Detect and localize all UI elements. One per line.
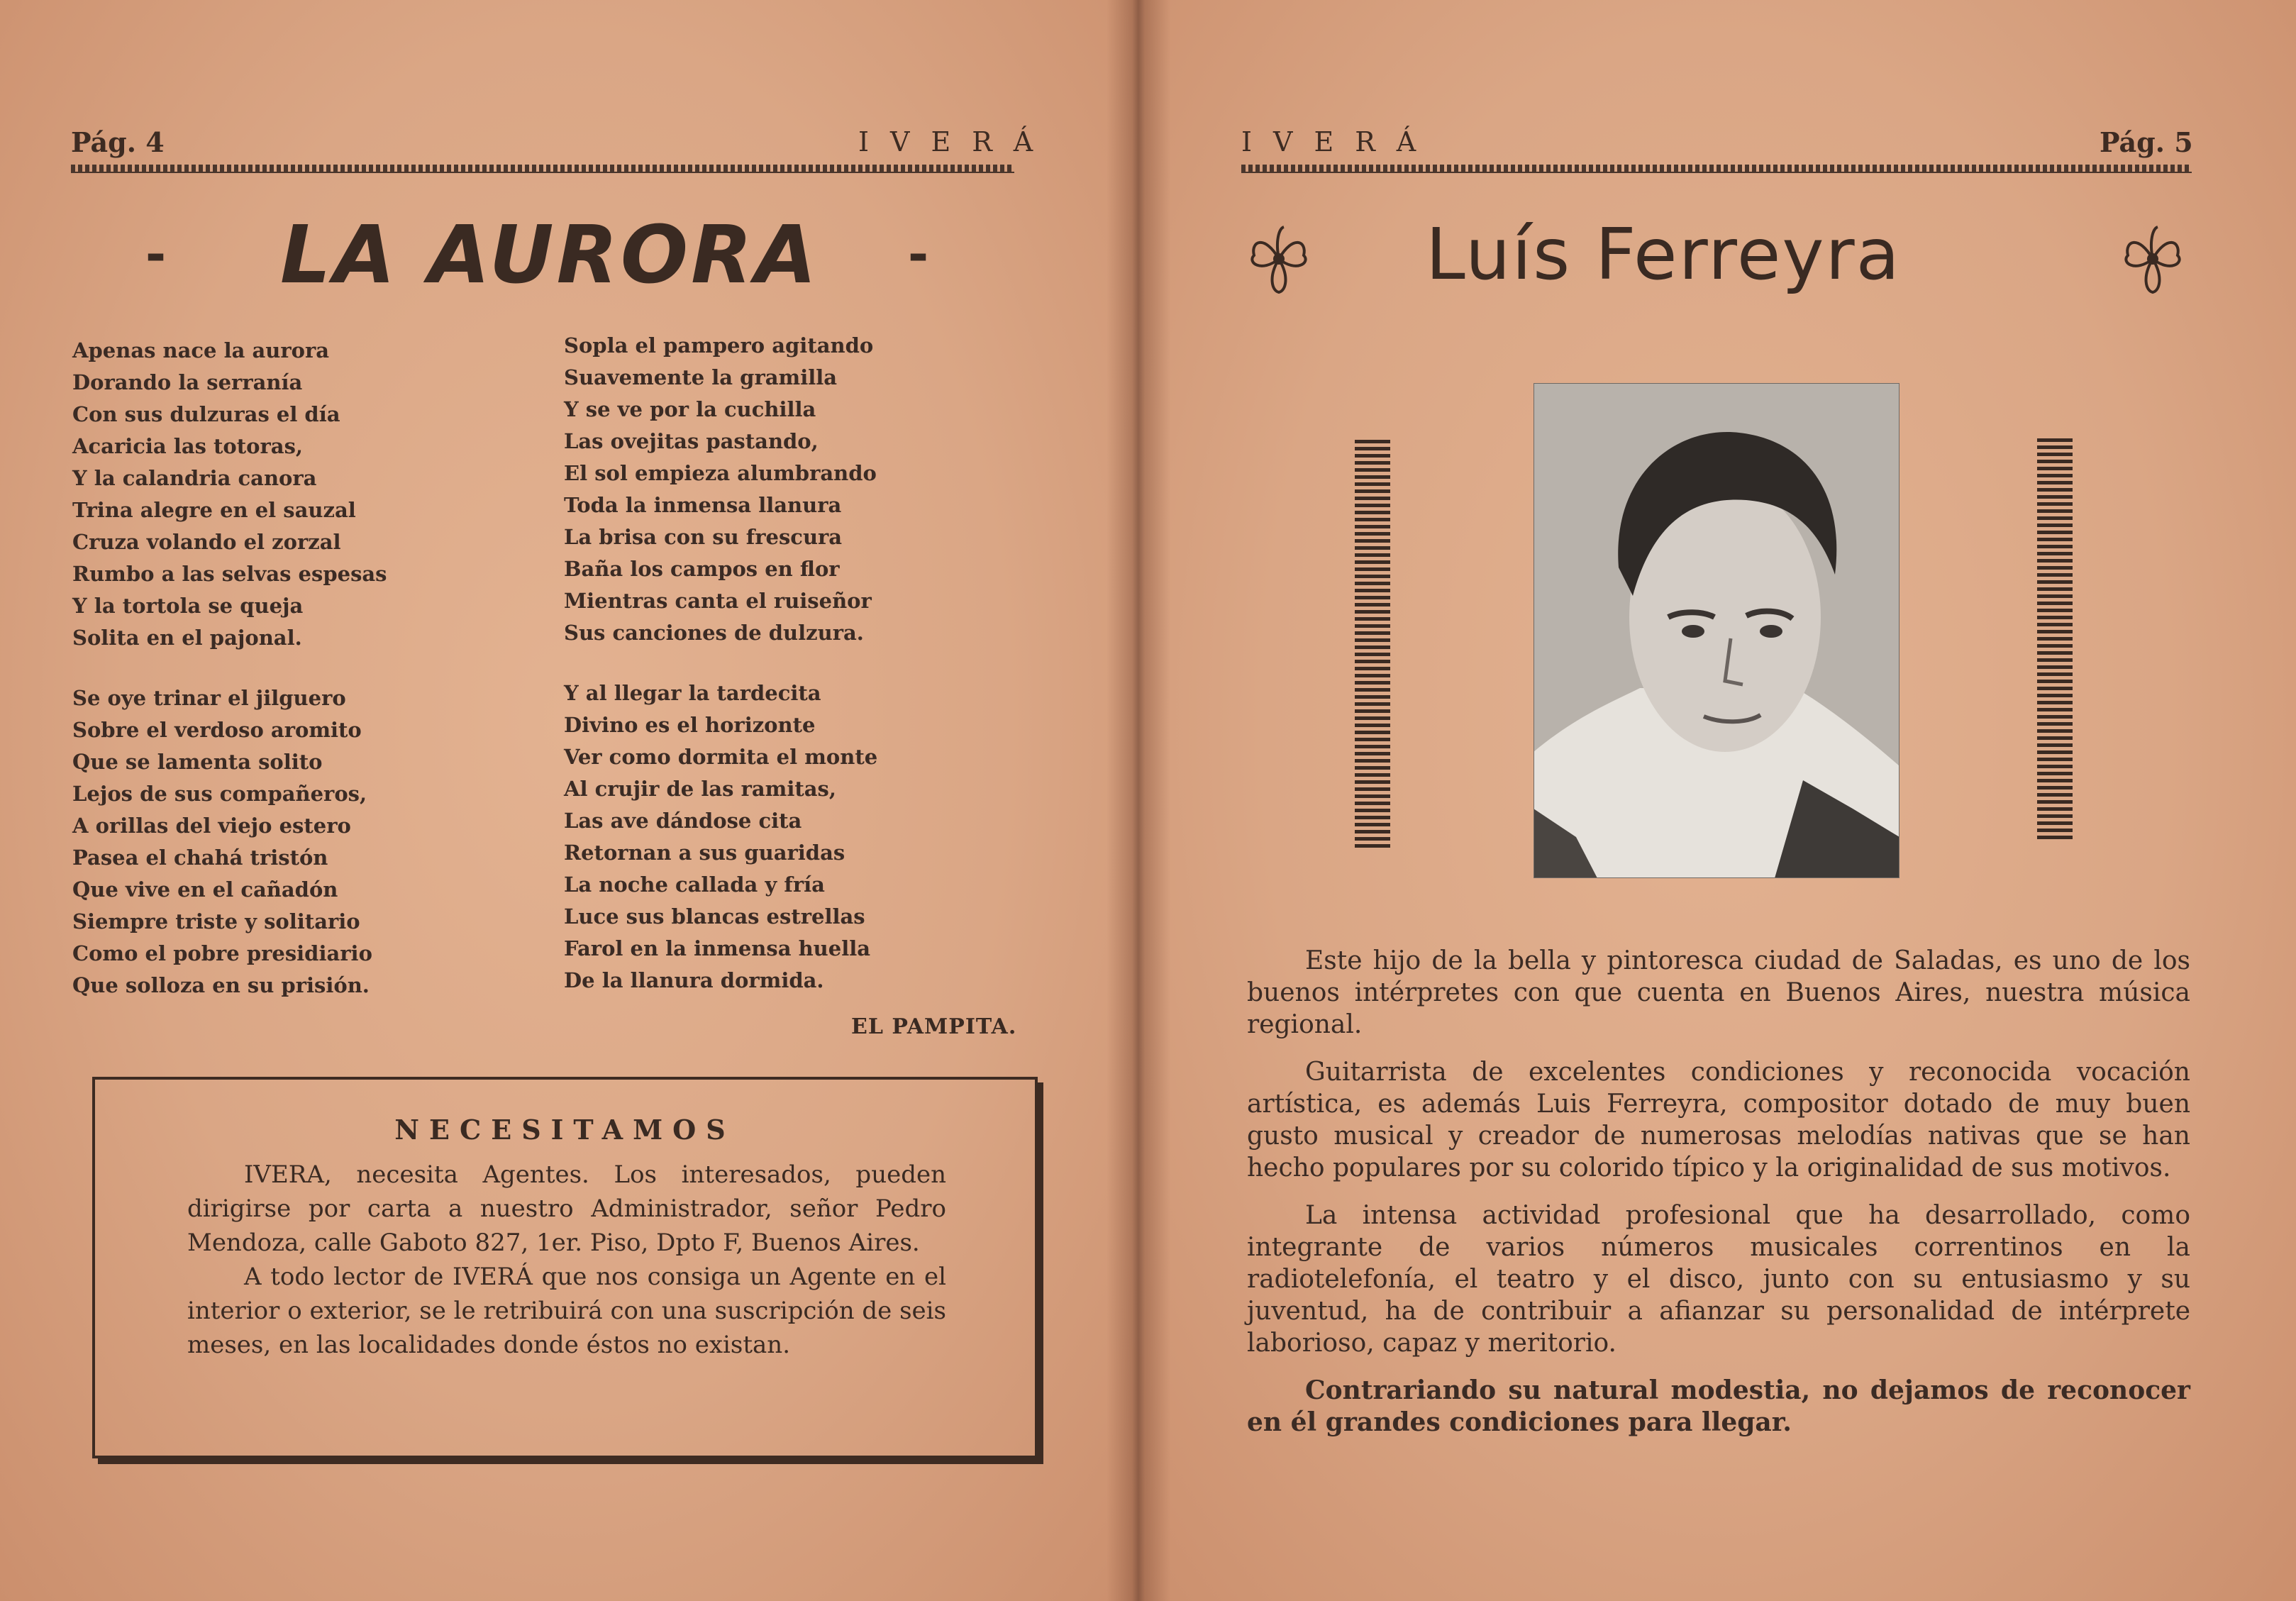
ornament-bar: [1355, 539, 1390, 543]
ornament-bar: [1355, 603, 1390, 606]
poem-line: Toda la inmensa llanura: [564, 493, 842, 517]
ornament-bar: [1355, 454, 1390, 458]
left-running-header: [71, 126, 1055, 162]
right-running-header: [1241, 126, 2192, 162]
ornament-bar: [1355, 497, 1390, 500]
ornament-bar: [1355, 575, 1390, 578]
article-paragraph: Este hijo de la bella y pintoresca ciudad de Saladas, es uno de los buenos intérpretes con que cuenta en Buenos Aires, nuestra música regional.: [1247, 946, 2190, 1039]
ornament-bar: [1355, 681, 1390, 685]
poem-line: Apenas nace la aurora: [72, 338, 330, 362]
ornament-bar: [2037, 623, 2073, 626]
ornament-bar: [2037, 729, 2073, 733]
poem-line: Y la calandria canora: [72, 466, 317, 490]
poem-line: Y se ve por la cuchilla: [564, 397, 816, 421]
poem-line: Sus canciones de dulzura.: [564, 621, 864, 645]
title-dash-right: -: [908, 226, 929, 284]
ornament-bars-right: [2037, 438, 2073, 843]
ornament-bar: [1355, 532, 1390, 536]
poem-line: Como el pobre presidiario: [72, 941, 372, 965]
ornament-bar: [1355, 702, 1390, 706]
article-paragraph: Contrariando su natural modestia, no dejamos de reconocer en él grandes condiciones para llegar.: [1247, 1375, 2190, 1437]
ornament-bar: [2037, 800, 2073, 804]
ornament-bar: [1355, 738, 1390, 741]
ornament-bar: [2037, 637, 2073, 641]
poem-line: La brisa con su frescura: [564, 525, 843, 549]
ornament-bar: [2037, 814, 2073, 818]
poem-author: EL PAMPITA.: [851, 1014, 1017, 1039]
ornament-bar: [1355, 674, 1390, 677]
poem-line: Mientras canta el ruiseñor: [564, 589, 872, 613]
right-magazine-name: IVERÁ: [1241, 126, 1438, 157]
poem-line: Baña los campos en flor: [564, 557, 840, 581]
poem-line: El sol empieza alumbrando: [564, 461, 877, 485]
ornament-bar: [1355, 695, 1390, 699]
ornament-bar: [1355, 844, 1390, 848]
ornament-bar: [1355, 716, 1390, 720]
poem-line: Sobre el verdoso aromito: [72, 718, 362, 742]
ornament-bar: [1355, 802, 1390, 805]
ornament-bar: [2037, 722, 2073, 726]
ornament-bar: [2037, 467, 2073, 470]
ornament-bar: [2037, 602, 2073, 605]
ornament-bar: [2037, 715, 2073, 719]
poem-line: La noche callada y fría: [564, 872, 825, 897]
poem-line: Acaricia las totoras,: [72, 434, 304, 458]
ornament-bar: [1355, 468, 1390, 472]
poem-line: Suavemente la gramilla: [564, 365, 838, 389]
poem-line: Las ave dándose cita: [564, 809, 802, 833]
ornament-bar: [1355, 504, 1390, 507]
ornament-bars-left: [1355, 440, 1390, 851]
poem-line: Solita en el pajonal.: [72, 626, 302, 650]
poem-line: Ver como dormita el monte: [564, 745, 878, 769]
poem-stanza: [564, 677, 877, 997]
ornament-bar: [2037, 829, 2073, 832]
ornament-bar: [2037, 644, 2073, 648]
poem-stanza: [72, 335, 387, 654]
ornament-bar: [2037, 694, 2073, 697]
ornament-bar: [2037, 665, 2073, 669]
left-header-rule: [71, 165, 1014, 173]
ornament-bar: [2037, 509, 2073, 513]
poem-line: A orillas del viejo estero: [72, 814, 351, 838]
ornament-bar: [1355, 475, 1390, 479]
ornament-bar: [1355, 631, 1390, 635]
ornament-bar: [2037, 438, 2073, 442]
ornament-bar: [1355, 447, 1390, 450]
ornament-bar: [2037, 460, 2073, 463]
ornament-bar: [1355, 610, 1390, 614]
ornament-bar: [2037, 765, 2073, 768]
portrait-photo: [1534, 383, 1900, 878]
notice-paragraph: A todo lector de IVERÁ que nos consiga un Agente en el interior o exterior, se le retribuirá con una suscripción de seis meses, en las localidades donde éstos no existan.: [187, 1263, 947, 1359]
ornament-bar: [2037, 594, 2073, 598]
ornament-bar: [1355, 596, 1390, 599]
poem-line: Las ovejitas pastando,: [564, 429, 819, 453]
notice-box: [92, 1077, 1038, 1458]
ornament-bar: [1355, 830, 1390, 833]
ornament-bar: [1355, 766, 1390, 770]
ornament-bar: [1355, 560, 1390, 564]
article-paragraph: La intensa actividad profesional que ha desarrollado, como integrante de varios números musicales correntinos en la radiotelefonía, el teatro y el disco, junto con su entusiasmo y su juventud, ha de contribuir a afianzar su personalidad de intérprete laborioso, capaz y meritorio.: [1247, 1201, 2190, 1358]
ornament-bar: [2037, 630, 2073, 633]
ornament-bar: [1355, 745, 1390, 748]
poem-line: Lejos de sus compañeros,: [72, 782, 367, 806]
notice-body: [187, 1158, 946, 1362]
poem-column-1: [72, 335, 387, 1002]
ornament-bar: [1355, 624, 1390, 628]
ornament-bar: [2037, 552, 2073, 555]
ornament-bar: [1355, 731, 1390, 734]
ornament-bar: [2037, 658, 2073, 662]
ornament-bar: [1355, 525, 1390, 528]
ornament-bar: [2037, 531, 2073, 534]
poem-line: Al crujir de las ramitas,: [564, 777, 836, 801]
ornament-bar: [1355, 546, 1390, 550]
article-title: Luís Ferreyra: [1426, 213, 1901, 296]
ornament-bar: [2037, 680, 2073, 683]
ornament-bar: [2037, 445, 2073, 449]
article-paragraph: Guitarrista de excelentes condiciones y reconocida vocación artística, es además Luis Ferreyra, compositor dotado de muy buen gusto musical y creador de numerosas melodías nativas que se han hecho populares por su colorido típico y la originalidad de sus motivos.: [1247, 1058, 2190, 1182]
ornament-bar: [1355, 837, 1390, 841]
right-page-number: Pág. 5: [2100, 126, 2193, 158]
ornament-bar: [1355, 589, 1390, 592]
notice-title: NECESITAMOS: [394, 1114, 736, 1146]
ornament-bar: [1355, 646, 1390, 649]
notice-paragraph: IVERA, necesita Agentes. Los interesados, pueden dirigirse por carta a nuestro Administrador, señor Pedro Mendoza, calle Gaboto 827, 1er. Piso, Dpto F, Buenos Aires.: [187, 1160, 946, 1257]
ornament-bar: [1355, 787, 1390, 791]
poem-stanza: [564, 330, 877, 649]
ornament-bar: [2037, 736, 2073, 740]
ornament-bar: [2037, 616, 2073, 619]
flower-ornament-right-icon: [2114, 220, 2192, 298]
ornament-bar: [1355, 688, 1390, 692]
ornament-bar: [1355, 709, 1390, 713]
title-dash-left: -: [145, 226, 167, 284]
ornament-bar: [2037, 708, 2073, 711]
left-magazine-name: IVERÁ: [858, 126, 1055, 157]
ornament-bar: [2037, 516, 2073, 520]
ornament-bar: [1355, 461, 1390, 465]
ornament-bar: [2037, 538, 2073, 541]
ornament-bar: [1355, 773, 1390, 777]
ornament-bar: [2037, 609, 2073, 612]
poem-line: Siempre triste y solitario: [72, 909, 360, 934]
ornament-bar: [1355, 482, 1390, 486]
ornament-bar: [1355, 567, 1390, 571]
left-page: [0, 0, 1135, 1601]
ornament-bar: [1355, 553, 1390, 557]
ornament-bar: [2037, 821, 2073, 825]
poem-line: Farol en la inmensa huella: [564, 936, 871, 960]
poem-title: LA AURORA: [280, 209, 820, 301]
ornament-bar: [1355, 794, 1390, 798]
poem-line: Retornan a sus guaridas: [564, 841, 845, 865]
ornament-bar: [2037, 772, 2073, 775]
ornament-bar: [1355, 809, 1390, 812]
poem-line: Y la tortola se queja: [72, 594, 304, 618]
book-gutter: [1107, 0, 1170, 1601]
ornament-bar: [2037, 474, 2073, 477]
ornament-bar: [2037, 573, 2073, 577]
poem-line: Trina alegre en el sauzal: [72, 498, 356, 522]
poem-column-2: [564, 330, 877, 997]
poem-line: Sopla el pampero agitando: [564, 333, 874, 358]
ornament-bar: [1355, 518, 1390, 521]
poem-line: Que vive en el cañadón: [72, 877, 338, 902]
ornament-bar: [1355, 823, 1390, 826]
ornament-bar: [1355, 759, 1390, 763]
ornament-bar: [2037, 807, 2073, 811]
ornament-bar: [1355, 489, 1390, 493]
poem-stanza: [72, 682, 387, 1002]
ornament-bar: [1355, 653, 1390, 656]
poem-line: Divino es el horizonte: [564, 713, 816, 737]
ornament-bar: [2037, 779, 2073, 782]
poem-line: De la llanura dormida.: [564, 968, 824, 992]
ornament-bar: [2037, 545, 2073, 548]
flower-ornament-left-icon: [1240, 220, 1318, 298]
ornament-bar: [1355, 752, 1390, 755]
ornament-bar: [2037, 793, 2073, 797]
ornament-bar: [1355, 440, 1390, 443]
ornament-bar: [1355, 638, 1390, 642]
poem-line: Dorando la serranía: [72, 370, 303, 394]
poem-line: Luce sus blancas estrellas: [564, 904, 865, 929]
poem-line: Que solloza en su prisión.: [72, 973, 370, 997]
ornament-bar: [1355, 582, 1390, 585]
poem-line: Que se lamenta solito: [72, 750, 323, 774]
poem-line: Rumbo a las selvas espesas: [72, 562, 387, 586]
poem-line: Con sus dulzuras el día: [72, 402, 340, 426]
poem-line: Y al llegar la tardecita: [564, 681, 821, 705]
ornament-bar: [1355, 816, 1390, 819]
ornament-bar: [2037, 523, 2073, 527]
poem-line: Pasea el chahá tristón: [72, 846, 328, 870]
ornament-bar: [2037, 743, 2073, 747]
ornament-bar: [2037, 672, 2073, 676]
ornament-bar: [2037, 836, 2073, 839]
ornament-bar: [2037, 580, 2073, 584]
ornament-bar: [2037, 701, 2073, 704]
ornament-bar: [1355, 780, 1390, 784]
article-body: [1247, 945, 2190, 1454]
ornament-bar: [2037, 687, 2073, 690]
ornament-bar: [2037, 651, 2073, 655]
right-header-rule: [1241, 165, 2192, 173]
ornament-bar: [2037, 453, 2073, 456]
portrait-image: [1534, 383, 1900, 878]
ornament-bar: [2037, 786, 2073, 790]
ornament-bar: [1355, 660, 1390, 663]
ornament-bar: [2037, 559, 2073, 563]
ornament-bar: [2037, 566, 2073, 570]
ornament-bar: [2037, 750, 2073, 754]
ornament-bar: [1355, 617, 1390, 621]
poem-line: Se oye trinar el jilguero: [72, 686, 346, 710]
ornament-bar: [2037, 495, 2073, 499]
ornament-bar: [1355, 724, 1390, 727]
ornament-bar: [1355, 667, 1390, 670]
ornament-bar: [2037, 502, 2073, 506]
left-page-number: Pág. 4: [71, 126, 165, 158]
ornament-bar: [2037, 488, 2073, 492]
poem-line: Cruza volando el zorzal: [72, 530, 341, 554]
ornament-bar: [2037, 758, 2073, 761]
ornament-bar: [1355, 511, 1390, 514]
ornament-bar: [2037, 481, 2073, 484]
ornament-bar: [2037, 587, 2073, 591]
